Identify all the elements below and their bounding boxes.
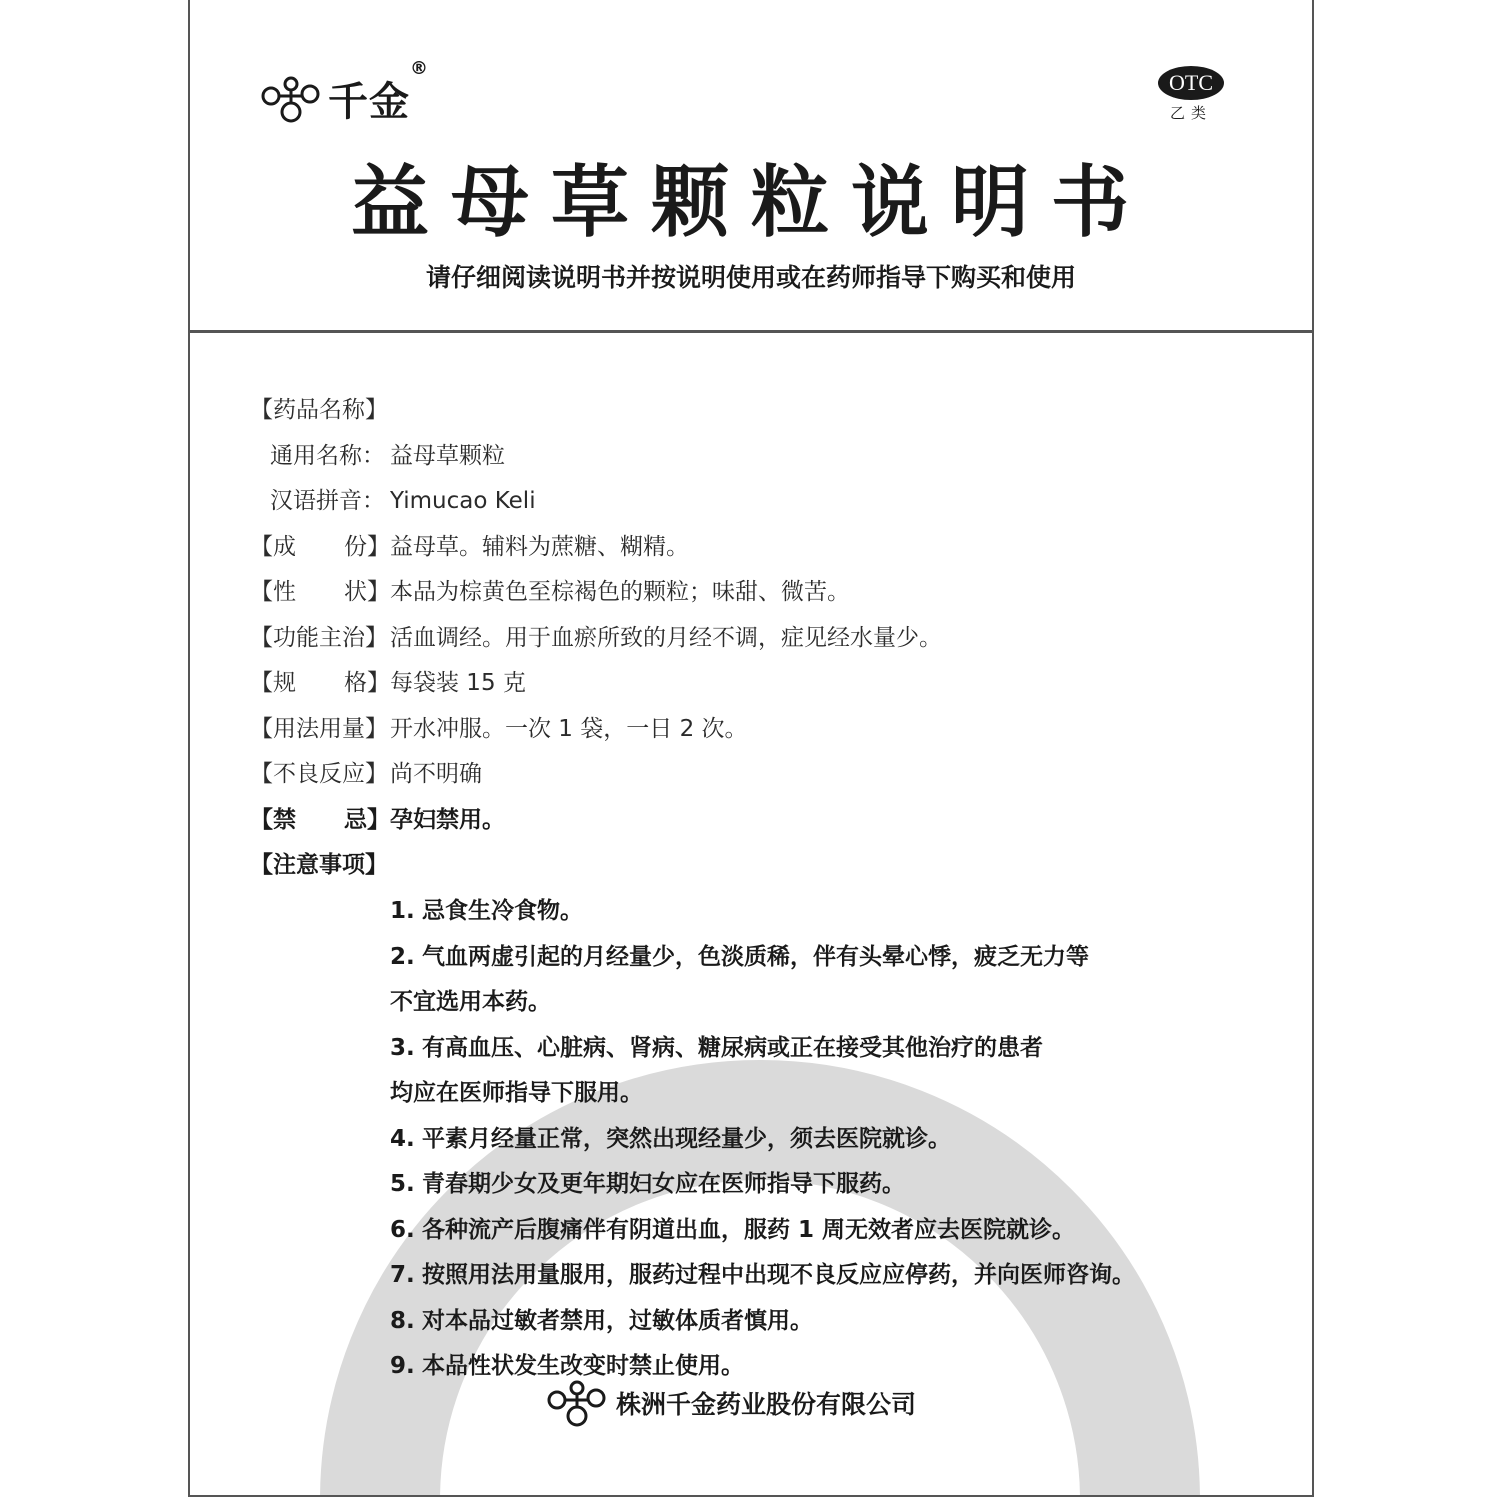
precaution-line (390, 1208, 1270, 1254)
section-label: 【注意事项】 (250, 852, 388, 878)
precaution-number: 3. (390, 1034, 415, 1061)
precaution-number: 8. (390, 1307, 415, 1334)
section-precautions (250, 847, 1290, 893)
section-label: 通用名称： (270, 442, 385, 469)
precautions-list (390, 889, 1270, 1390)
section-drug-name (250, 392, 1290, 438)
drug-info (250, 392, 1290, 893)
precaution-text: 各种流产后腹痛伴有阴道出血，服药 1 周无效者应去医院就诊。 (422, 1216, 1076, 1243)
precaution-text: 按照用法用量服用，服药过程中出现不良反应应停药，并向医师咨询。 (422, 1262, 1135, 1288)
precaution-line (390, 1299, 1270, 1345)
precaution-number: 9. (390, 1353, 415, 1379)
section-value: 尚不明确 (390, 761, 482, 787)
precaution-item (390, 1117, 1270, 1163)
section-value: 益母草颗粒 (390, 442, 505, 469)
precaution-line (390, 889, 1270, 935)
company-name: 株洲千金药业股份有限公司 (616, 1390, 917, 1419)
section-indications (250, 620, 1290, 666)
precaution-number: 4. (390, 1125, 415, 1152)
precaution-line (390, 1117, 1270, 1163)
section-label: 【性 状】 (250, 579, 390, 605)
header-divider (190, 330, 1312, 333)
section-label: 【用法用量】 (250, 715, 388, 742)
section-label: 【成 份】 (250, 533, 390, 560)
precaution-text: 忌食生冷食物。 (422, 898, 583, 924)
precaution-item (390, 1299, 1270, 1345)
section-label: 汉语拼音： (270, 488, 385, 514)
precaution-number: 1. (390, 898, 415, 924)
section-ingredients (250, 529, 1290, 575)
precaution-line (390, 1253, 1270, 1299)
precaution-text: 不宜选用本药。 (390, 989, 551, 1015)
precaution-text: 气血两虚引起的月经量少，色淡质稀，伴有头晕心悸，疲乏无力等 (422, 943, 1089, 970)
precaution-text: 对本品过敏者禁用，过敏体质者慎用。 (422, 1307, 813, 1334)
section-value: 益母草。辅料为蔗糖、糊精。 (390, 533, 689, 560)
precaution-item (390, 1026, 1270, 1117)
precaution-number: 7. (390, 1262, 415, 1288)
leaflet-title: 益母草颗粒说明书 (350, 158, 1151, 248)
precaution-item (390, 1208, 1270, 1254)
section-label: 【功能主治】 (250, 624, 388, 651)
section-label: 【不良反应】 (250, 761, 388, 787)
leaflet-sheet (188, 0, 1314, 1497)
section-value: Yimucao Keli (390, 488, 536, 514)
section-value: 每袋装 15 克 (390, 670, 526, 696)
precaution-line (390, 1162, 1270, 1208)
section-specification (250, 665, 1290, 711)
otc-badge: OTC (1158, 66, 1224, 100)
precaution-line (390, 1026, 1270, 1072)
precaution-text: 本品性状发生改变时禁止使用。 (422, 1353, 744, 1379)
reading-notice: 请仔细阅读说明书并按说明使用或在药师指导下购买和使用 (425, 263, 1076, 292)
precaution-text: 均应在医师指导下服用。 (390, 1080, 643, 1106)
precaution-item (390, 889, 1270, 935)
precaution-line (390, 935, 1270, 981)
precaution-item (390, 1162, 1270, 1208)
section-generic-name (250, 438, 1290, 484)
brand-name: 千金® (328, 58, 429, 125)
section-contraindications (250, 802, 1290, 848)
company-footer (546, 1378, 916, 1428)
precaution-item (390, 935, 1270, 1026)
precaution-text: 平素月经量正常，突然出现经量少，须去医院就诊。 (422, 1125, 951, 1152)
section-value: 本品为棕黄色至棕褐色的颗粒；味甜、微苦。 (390, 579, 850, 605)
section-value: 孕妇禁用。 (390, 806, 505, 833)
otc-class: 乙类 (1169, 104, 1212, 122)
precaution-continuation (390, 1071, 1270, 1117)
section-label: 【规 格】 (250, 670, 390, 696)
section-description (250, 574, 1290, 620)
precaution-number: 2. (390, 943, 415, 970)
precaution-number: 5. (390, 1171, 415, 1197)
brand-header (260, 58, 429, 127)
precaution-item (390, 1253, 1270, 1299)
precaution-continuation (390, 980, 1270, 1026)
section-label: 【药品名称】 (250, 397, 388, 423)
precaution-text: 有高血压、心脏病、肾病、糖尿病或正在接受其他治疗的患者 (422, 1034, 1043, 1061)
molecule-logo-icon (260, 74, 322, 124)
registered-mark: ® (410, 58, 429, 79)
section-label: 【禁 忌】 (250, 806, 390, 833)
molecule-logo-icon (546, 1378, 608, 1428)
section-value: 活血调经。用于血瘀所致的月经不调，症见经水量少。 (390, 624, 942, 651)
section-value: 开水冲服。一次 1 袋，一日 2 次。 (390, 715, 748, 742)
section-dosage (250, 711, 1290, 757)
precaution-number: 6. (390, 1216, 415, 1243)
section-adverse-reactions (250, 756, 1290, 802)
section-pinyin (250, 483, 1290, 529)
otc-mark (1158, 66, 1224, 123)
precaution-text: 青春期少女及更年期妇女应在医师指导下服药。 (422, 1171, 905, 1197)
